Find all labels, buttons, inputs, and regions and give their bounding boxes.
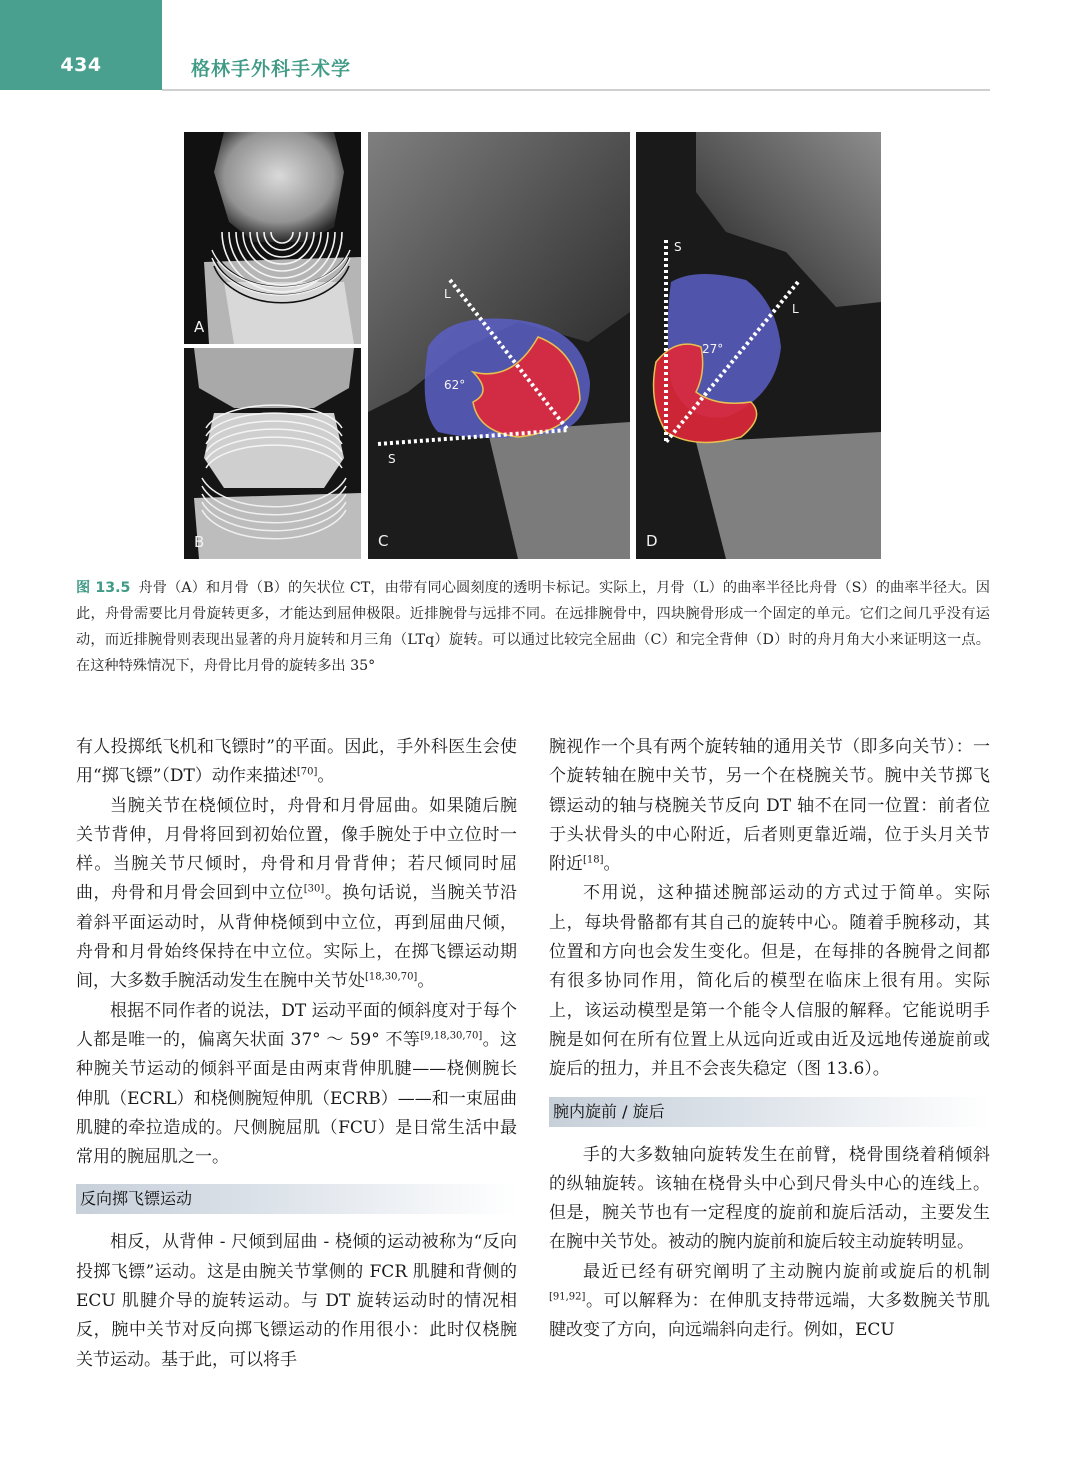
panel-d-s-label: S xyxy=(674,240,682,254)
paragraph-text: 。换句话说，当腕关节沿着斜平面运动时，从背伸桡倾到中立位，再到屈曲尺倾，舟骨和月骨始终保持在中立位。实际上，在掷飞镖运动期间，大多数手腕活动发生在腕中关节处 xyxy=(76,883,518,992)
paragraph-text: 根据不同作者的说法，DT 运动平面的倾斜度对于每个人都是唯一的，偏离矢状面 37° ～ 59° 不等 xyxy=(76,1000,517,1050)
caption-text: 舟骨（A）和月骨（B）的矢状位 CT，由带有同心圆刻度的透明卡标记。实际上，月骨（L）的曲率半径比舟骨（S）的曲率半径大。因此，舟骨需要比月骨旋转更多，才能达到屈伸极限。近排腕骨与远排不同。在远排腕骨中，四块腕骨形成一个固定的单元。它们之间几乎没有运动，而近排腕骨则表现出显著的舟月旋转和月三角（LTq）旋转。可以通过比较完全屈曲（C）和完全背伸（D）时的舟月角大小来证明这一点。在这种特殊情况下，舟骨比月骨的旋转多出 35° xyxy=(76,580,990,674)
figure-13-5 xyxy=(184,132,881,559)
right-column xyxy=(549,733,990,1346)
citation: [30] xyxy=(303,883,325,895)
paragraph-text: 腕视作一个具有两个旋转轴的通用关节（即多向关节）：一个旋转轴在腕中关节，另一个在桡腕关节。腕中关节掷飞镖运动的轴与桡腕关节反向 DT 轴不在同一位置：前者位于头状骨头的中心附近，后者则更靠近端，位于头月关节附近 xyxy=(549,737,990,875)
panel-label-d: D xyxy=(646,532,658,550)
citation: [9,18,30,70] xyxy=(420,1030,483,1042)
paragraph-end: 。 xyxy=(417,971,435,992)
panel-label-b: B xyxy=(194,533,205,551)
panel-label-c: C xyxy=(378,532,389,550)
paragraph xyxy=(76,733,517,792)
panel-c-s-label: S xyxy=(388,452,396,466)
citation: [18] xyxy=(583,854,604,866)
book-title: 格林手外科手术学 xyxy=(191,58,352,80)
paragraph xyxy=(76,792,517,997)
citation: [70] xyxy=(296,766,318,778)
paragraph xyxy=(76,997,517,1173)
citation: [91,92] xyxy=(549,1291,586,1303)
citation: [18,30,70] xyxy=(365,971,418,983)
panel-c-angle: 62° xyxy=(444,378,466,392)
panel-b-lunate-ct xyxy=(184,348,361,559)
panel-d-angle: 27° xyxy=(702,342,724,356)
paragraph xyxy=(549,1258,990,1346)
left-column xyxy=(76,733,517,1375)
paragraph-text: 。可以解释为：在伸肌支持带远端，大多数腕关节肌腱改变了方向，向远端斜向走行。例如，ECU xyxy=(549,1291,990,1341)
paragraph-text: 有人投掷纸飞机和飞镖时”的平面。因此，手外科医生会使用“掷飞镖”（DT）动作来描述 xyxy=(76,737,517,787)
section-heading-reverse-dart-throw: 反向掷飞镖运动 xyxy=(76,1184,517,1214)
paragraph xyxy=(549,733,990,879)
paragraph-text: 当腕关节在桡倾位时，舟骨和月骨屈曲。如果随后腕关节背伸，月骨将回到初始位置，像手腕处于中立位时一样。当腕关节尺倾时，舟骨和月骨背伸；若尺倾同时屈曲，舟骨和月骨会回到中立位 xyxy=(76,795,517,904)
panel-d-extension-xray xyxy=(636,132,881,559)
panel-label-a: A xyxy=(194,318,205,336)
figure-caption xyxy=(76,575,990,679)
panel-c-l-label: L xyxy=(444,287,451,301)
paragraph: 手的大多数轴向旋转发生在前臂，桡骨围绕着稍倾斜的纵轴旋转。该轴在桡骨头中心到尺骨头中心的连线上。但是，腕关节也有一定程度的旋前和旋后活动，主要发生在腕中关节处。被动的腕内旋前和旋后较主动旋转明显。 xyxy=(549,1144,990,1253)
panel-c-flexion-xray xyxy=(368,132,630,559)
caption-label: 图 13.5 xyxy=(76,580,131,596)
paragraph: 不用说，这种描述腕部运动的方式过于简单。实际上，每块骨骼都有其自己的旋转中心。随着手腕移动，其位置和方向也会发生变化。但是，在每排的各腕骨之间都有很多协同作用，简化后的模型在临床上很有用。实际上，该运动模型是第一个能令人信服的解释。它能说明手腕是如何在所有位置上从远向近或由近及远地传递旋前或旋后的扭力，并且不会丧失稳定（图 13.6）。 xyxy=(549,883,990,1080)
page-number-box xyxy=(0,0,162,90)
paragraph-end: 。 xyxy=(603,854,621,875)
panel-a-scaphoid-ct xyxy=(184,132,361,344)
section-heading-intercarpal-pronation: 腕内旋前 / 旋后 xyxy=(549,1097,990,1127)
page-number: 434 xyxy=(60,54,102,76)
panel-d-l-label: L xyxy=(792,302,799,316)
paragraph-end: 。 xyxy=(317,766,335,787)
paragraph-text: 。这种腕关节运动的倾斜平面是由两束背伸肌腱——桡侧腕长伸肌（ECRL）和桡侧腕短伸肌（ECRB）——和一束屈曲肌腱的牵拉造成的。尺侧腕屈肌（FCU）是日常生活中最常用的腕屈肌之一。 xyxy=(76,1029,518,1168)
header-rule xyxy=(162,89,990,91)
paragraph-text: 最近已经有研究阐明了主动腕内旋前或旋后的机制 xyxy=(583,1261,990,1282)
paragraph: 相反，从背伸 - 尺倾到屈曲 - 桡倾的运动被称为“反向投掷飞镖”运动。这是由腕关节掌侧的 FCR 肌腱和背侧的 ECU 肌腱介导的旋转运动。与 DT 旋转运动时的情况相反，腕中关节对反向掷飞镖运动的作用很小：此时仅桡腕关节运动。基于此，可以将手 xyxy=(76,1232,517,1370)
